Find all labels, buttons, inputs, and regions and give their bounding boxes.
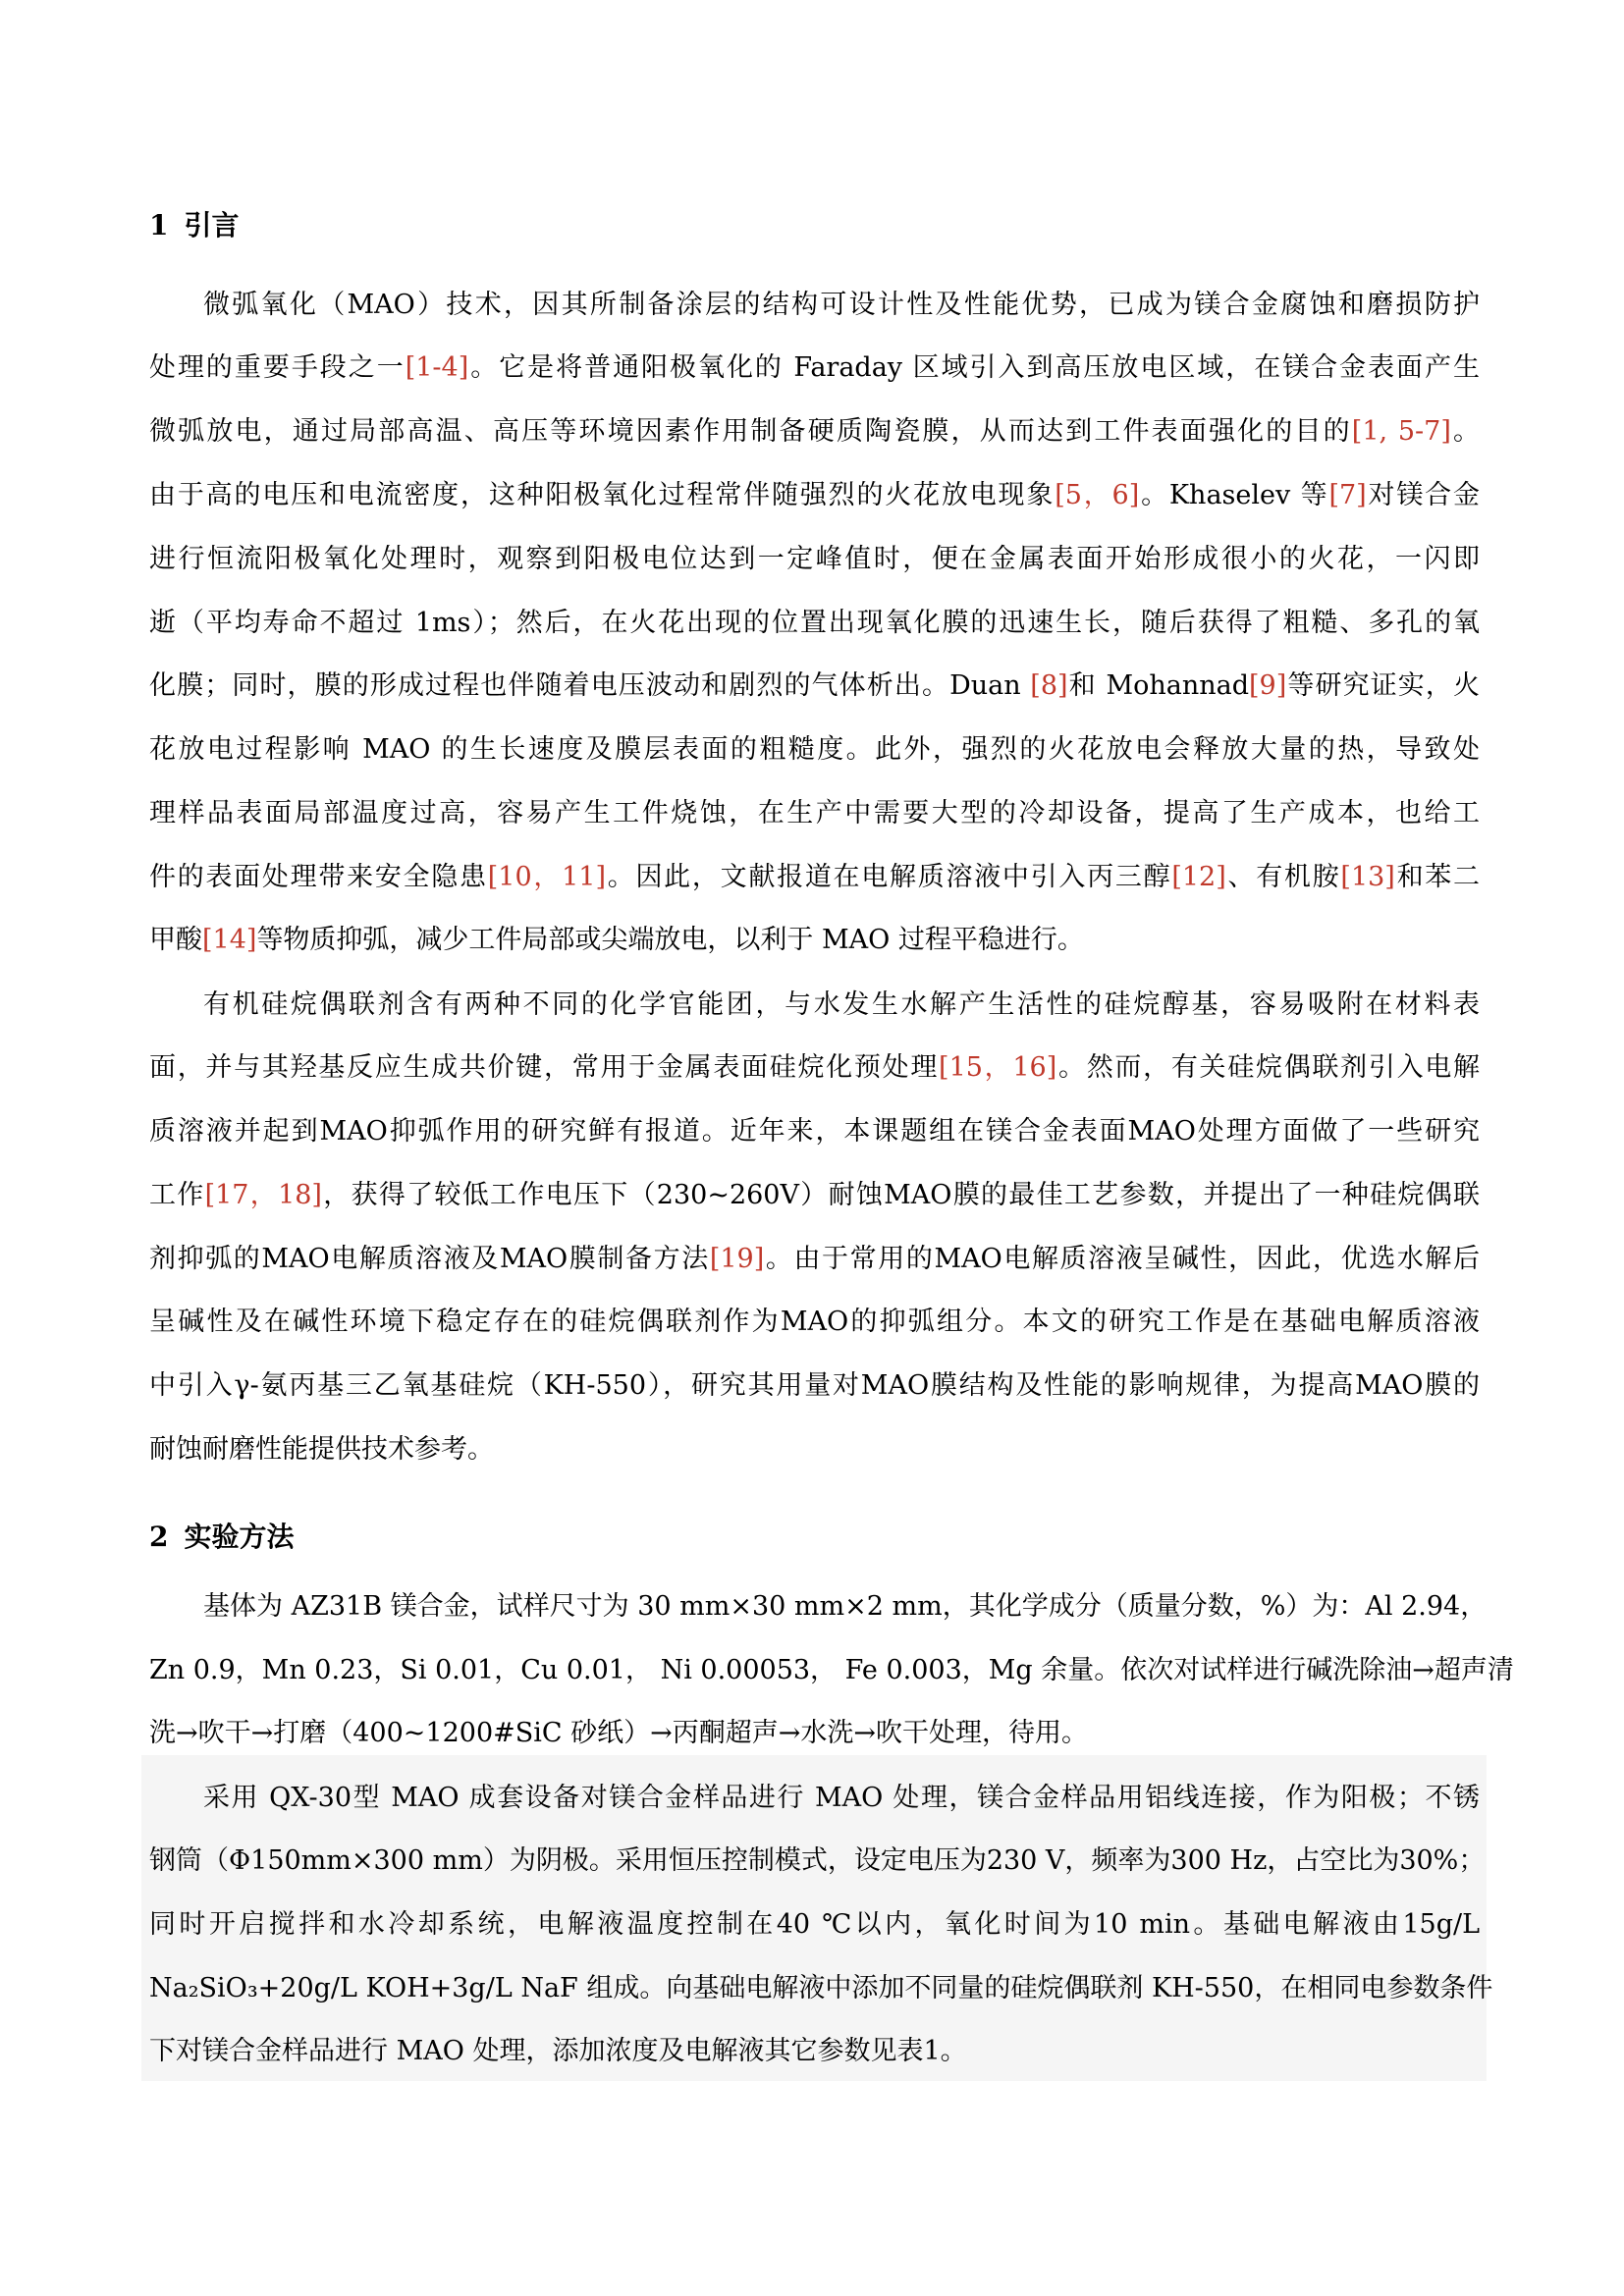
text-segment: 由于高的电压和电流密度，这种阳极氧化过程常伴随强烈的火花放电现象	[149, 480, 1056, 510]
section-1-title: 引言	[184, 209, 240, 241]
citation-ref: [13]	[1340, 862, 1395, 892]
citation-ref: [14]	[202, 925, 257, 955]
text-segment: 。然而，有关硅烷偶联剂引入电解	[1056, 1052, 1481, 1083]
text-segment: Zn 0.9，Mn 0.23，Si 0.01，Cu 0.01， Ni 0.00053， Fe 0.003，Mg 余量。依次对试样进行碱洗除油→超声清	[149, 1655, 1514, 1685]
s1-line-6	[149, 604, 1480, 643]
text-segment: 理样品表面局部温度过高，容易产生工件烧蚀，在生产中需要大型的冷却设备，提高了生产成本，也给工	[149, 798, 1480, 828]
s1-line-4	[149, 476, 1480, 515]
text-segment: 和 Mohannad	[1067, 670, 1249, 701]
section-2-title: 实验方法	[184, 1521, 295, 1553]
text-segment: 件的表面处理带来安全隐患	[149, 862, 488, 892]
section-2-number: 2	[149, 1521, 169, 1553]
text-segment: Na₂SiO₃+20g/L KOH+3g/L NaF 组成。向基础电解液中添加不同量的硅烷偶联剂 KH-550，在相同电参数条件	[149, 1973, 1493, 2003]
s1-line-14	[149, 1112, 1480, 1151]
text-segment: 。由于常用的MAO电解质溶液呈碱性，因此，优选水解后	[764, 1244, 1480, 1274]
text-segment: 和苯二	[1394, 862, 1481, 892]
text-segment: 逝（平均寿命不超过 1ms）；然后，在火花出现的位置出现氧化膜的迅速生长，随后获得了粗糙、多孔的氧	[149, 608, 1480, 638]
s1-line-18	[149, 1366, 1480, 1406]
text-segment: 。它是将普通阳极氧化的 Faraday 区域引入到高压放电区域，在镁合金表面产生	[468, 352, 1480, 383]
text-segment: 工作	[149, 1180, 205, 1210]
s2-line-7	[149, 1969, 1493, 2008]
citation-ref: [15，16]	[939, 1052, 1057, 1083]
s2-line-1	[203, 1587, 1488, 1627]
text-segment: 进行恒流阳极氧化处理时，观察到阳极电位达到一定峰值时，便在金属表面开始形成很小的火花，一闪即	[149, 544, 1480, 574]
text-segment: 耐蚀耐磨性能提供技术参考。	[149, 1434, 494, 1465]
text-segment: 、有机胺	[1225, 862, 1341, 892]
s1-line-10	[149, 858, 1480, 897]
text-segment: 呈碱性及在碱性环境下稳定存在的硅烷偶联剂作为MAO的抑弧组分。本文的研究工作是在基础电解质溶液	[149, 1307, 1480, 1337]
text-segment: 处理的重要手段之一	[149, 352, 406, 383]
s1-line-17	[149, 1303, 1480, 1342]
s2-line-5	[149, 1842, 1486, 1881]
text-segment: 。因此，文献报道在电解质溶液中引入丙三醇	[606, 862, 1172, 892]
text-segment: 微弧氧化（MAO）技术，因其所制备涂层的结构可设计性及性能优势，已成为镁合金腐蚀和磨损防护	[203, 290, 1480, 320]
citation-ref: [1, 5-7]	[1351, 416, 1451, 447]
citation-ref: [5，6]	[1055, 480, 1140, 510]
text-segment: 等研究证实，火	[1286, 670, 1480, 701]
text-segment: 。Khaselev 等	[1139, 480, 1329, 510]
text-segment: 基体为 AZ31B 镁合金，试样尺寸为 30 mm×30 mm×2 mm，其化学成分（质量分数，%）为：Al 2.94，	[203, 1591, 1488, 1622]
s1-line-3	[149, 412, 1480, 452]
s1-line-16	[149, 1240, 1480, 1279]
text-segment: 微弧放电，通过局部高温、高压等环境因素作用制备硬质陶瓷膜，从而达到工件表面强化的目的	[149, 416, 1352, 447]
text-segment: 中引入γ-氨丙基三乙氧基硅烷（KH-550），研究其用量对MAO膜结构及性能的影响规律，为提高MAO膜的	[149, 1370, 1480, 1401]
text-segment: 剂抑弧的MAO电解质溶液及MAO膜制备方法	[149, 1244, 710, 1274]
text-segment: 同时开启搅拌和水冷却系统，电解液温度控制在40 ℃以内，氧化时间为10 min。基础电解液由15g/L	[149, 1909, 1480, 1940]
citation-ref: [12]	[1171, 862, 1226, 892]
text-segment: 质溶液并起到MAO抑弧作用的研究鲜有报道。近年来，本课题组在镁合金表面MAO处理方面做了一些研究	[149, 1116, 1480, 1147]
s1-line-8	[149, 730, 1480, 770]
s1-line-5	[149, 540, 1480, 579]
text-segment: 甲酸	[149, 925, 202, 955]
section-1-heading	[149, 206, 240, 245]
text-segment: 化膜；同时，膜的形成过程也伴随着电压波动和剧烈的气体析出。Duan	[149, 670, 1031, 701]
section-1-number: 1	[149, 209, 169, 241]
citation-ref: [10，11]	[487, 862, 606, 892]
s2-line-3	[149, 1714, 1480, 1753]
s1-line-11	[149, 921, 1480, 960]
text-segment: 钢筒（Φ150mm×300 mm）为阴极。采用恒压控制模式，设定电压为230 V，频率为300 Hz，占空比为30%；	[149, 1845, 1486, 1876]
s1-line-15	[149, 1176, 1480, 1215]
text-segment: 有机硅烷偶联剂含有两种不同的化学官能团，与水发生水解产生活性的硅烷醇基，容易吸附在材料表	[203, 989, 1480, 1020]
citation-ref: [17，18]	[204, 1180, 322, 1210]
citation-ref: [9]	[1249, 670, 1287, 701]
text-segment: 对镁合金	[1366, 480, 1480, 510]
s1-line-12	[203, 986, 1480, 1025]
text-segment: 花放电过程影响 MAO 的生长速度及膜层表面的粗糙度。此外，强烈的火花放电会释放大量的热，导致处	[149, 734, 1480, 765]
text-segment: 洗→吹干→打磨（400~1200#SiC 砂纸）→丙酮超声→水洗→吹干处理，待用。	[149, 1718, 1088, 1748]
s2-line-6	[149, 1905, 1480, 1945]
s1-line-2	[149, 348, 1480, 388]
text-segment: 。	[1450, 416, 1481, 447]
text-segment: 采用 QX-30型 MAO 成套设备对镁合金样品进行 MAO 处理，镁合金样品用铝线连接，作为阳极；不锈	[203, 1783, 1480, 1813]
s2-line-8	[149, 2032, 1480, 2071]
citation-ref: [1-4]	[405, 352, 469, 383]
s1-line-7	[149, 667, 1480, 706]
s2-line-2	[149, 1651, 1514, 1690]
text-segment: 下对镁合金样品进行 MAO 处理，添加浓度及电解液其它参数见表1。	[149, 2036, 967, 2066]
text-segment: 等物质抑弧，减少工件局部或尖端放电，以利于 MAO 过程平稳进行。	[256, 925, 1084, 955]
text-segment: ，获得了较低工作电压下（230~260V）耐蚀MAO膜的最佳工艺参数，并提出了一种硅烷偶联	[321, 1180, 1480, 1210]
s1-line-13	[149, 1048, 1480, 1088]
section-2-heading	[149, 1518, 295, 1557]
s2-line-4	[203, 1779, 1480, 1818]
citation-ref: [19]	[709, 1244, 765, 1274]
s1-line-1	[203, 286, 1480, 325]
text-segment: 面，并与其羟基反应生成共价键，常用于金属表面硅烷化预处理	[149, 1052, 940, 1083]
s1-line-19	[149, 1430, 1480, 1469]
citation-ref: [8]	[1030, 670, 1068, 701]
s1-line-9	[149, 794, 1480, 833]
citation-ref: [7]	[1328, 480, 1367, 510]
